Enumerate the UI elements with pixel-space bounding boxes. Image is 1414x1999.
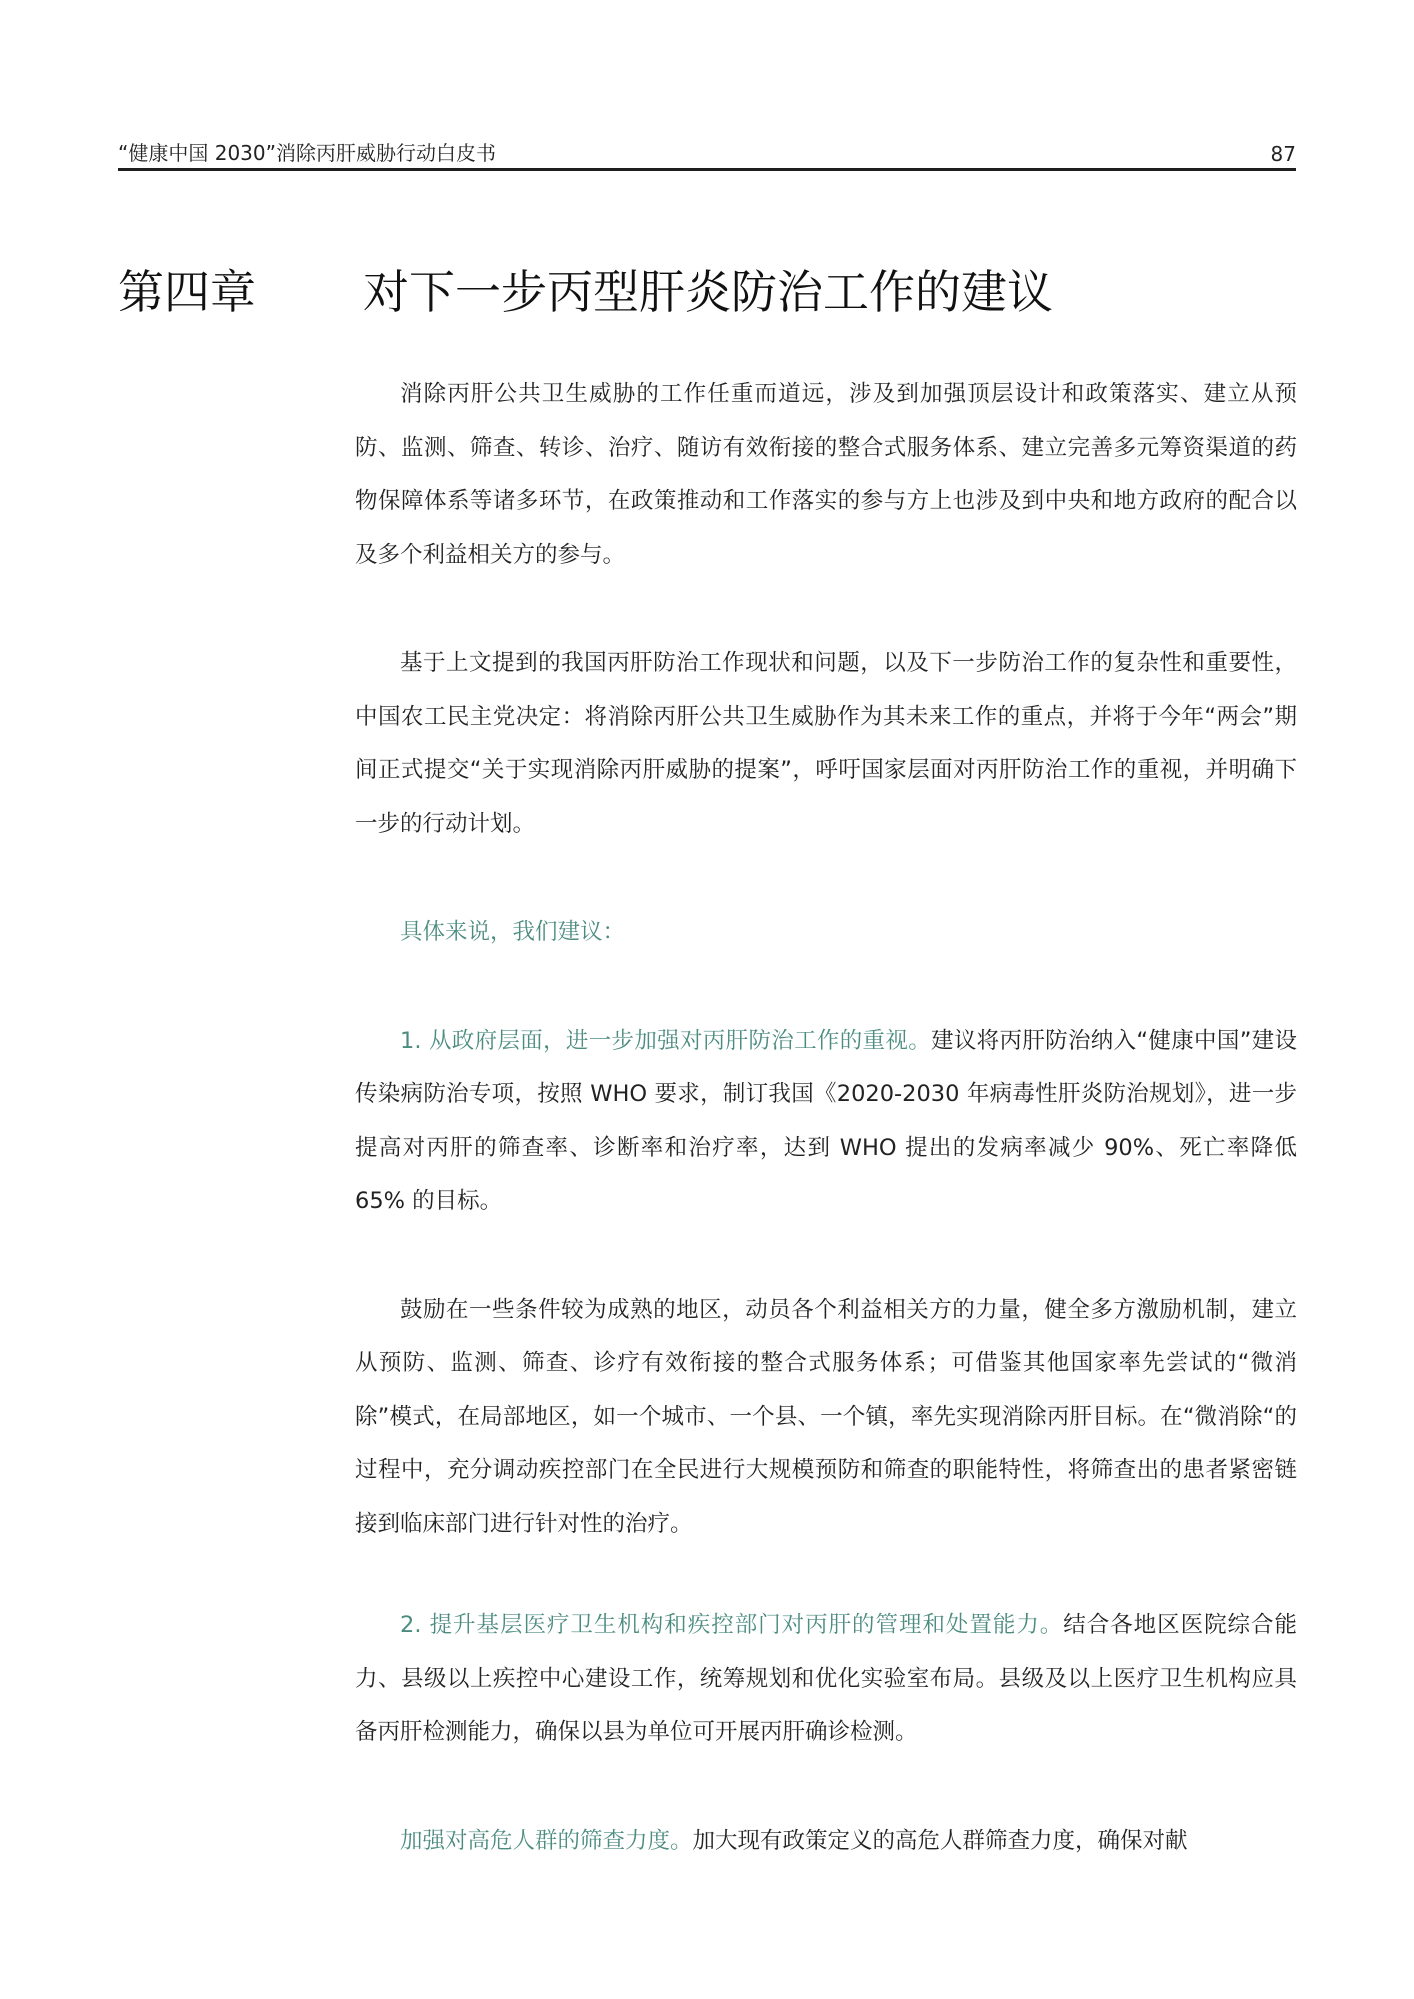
recommendation-1-heading: 1. 从政府层面，进一步加强对丙肝防治工作的重视。	[400, 1027, 932, 1054]
chapter-title: 对下一步丙型肝炎防治工作的建议	[363, 265, 1053, 319]
recommendation-2	[355, 1599, 1297, 1760]
paragraph-intro-context: 消除丙肝公共卫生威胁的工作任重而道远，涉及到加强顶层设计和政策落实、建立从预防、监测、筛查、转诊、治疗、随访有效衔接的整合式服务体系、建立完善多元筹资渠道的药物保障体系等诸多环节，在政策推动和工作落实的参与方上也涉及到中央和地方政府的配合以及多个利益相关方的参与。	[355, 381, 1297, 568]
running-header	[118, 130, 1296, 166]
header-rule	[118, 168, 1296, 171]
recommendation-2-body: 结合各地区医院综合能力、县级以上疾控中心建设工作，统筹规划和优化实验室布局。县级及以上医疗卫生机构应具备丙肝检测能力，确保以县为单位可开展丙肝确诊检测。	[355, 1612, 1297, 1745]
paragraph-party-decision: 基于上文提到的我国丙肝防治工作现状和问题，以及下一步防治工作的复杂性和重要性，中国农工民主党决定：将消除丙肝公共卫生威胁作为其未来工作的重点，并将于今年“两会”期间正式提交“关于实现消除丙肝威胁的提案”，呼吁国家层面对丙肝防治工作的重视，并明确下一步的行动计划。	[355, 650, 1297, 837]
chapter-number: 第四章	[118, 265, 256, 319]
recommendation-1	[355, 1015, 1297, 1229]
recommendation-3	[355, 1815, 1297, 1869]
header-title: “健康中国 2030”消除丙肝威胁行动白皮书	[118, 141, 496, 165]
page-number: 87	[1270, 142, 1296, 166]
body-text	[355, 368, 1297, 1923]
recommendation-3-heading: 加强对高危人群的筛查力度。	[400, 1827, 693, 1854]
recommendations-intro: 具体来说，我们建议：	[400, 919, 626, 945]
recommendation-2-heading: 2. 提升基层医疗卫生机构和疾控部门对丙肝的管理和处置能力。	[400, 1612, 1064, 1638]
chapter-heading	[118, 262, 1296, 322]
paragraph-micro-elimination: 鼓励在一些条件较为成熟的地区，动员各个利益相关方的力量，健全多方激励机制，建立从预防、监测、筛查、诊疗有效衔接的整合式服务体系；可借鉴其他国家率先尝试的“微消除”模式，在局部地区，如一个城市、一个县、一个镇，率先实现消除丙肝目标。在“微消除“的过程中，充分调动疾控部门在全民进行大规模预防和筛查的职能特性，将筛查出的患者紧密链接到临床部门进行针对性的治疗。	[355, 1296, 1297, 1537]
recommendation-1-body: 建议将丙肝防治纳入“健康中国”建设传染病防治专项，按照 WHO 要求，制订我国《2020-2030 年病毒性肝炎防治规划》，进一步提高对丙肝的筛查率、诊断率和治疗率，达到 WHO 提出的发病率减少 90%、死亡率降低 65% 的目标。	[355, 1027, 1297, 1214]
recommendation-3-body: 加大现有政策定义的高危人群筛查力度，确保对献	[692, 1827, 1188, 1854]
